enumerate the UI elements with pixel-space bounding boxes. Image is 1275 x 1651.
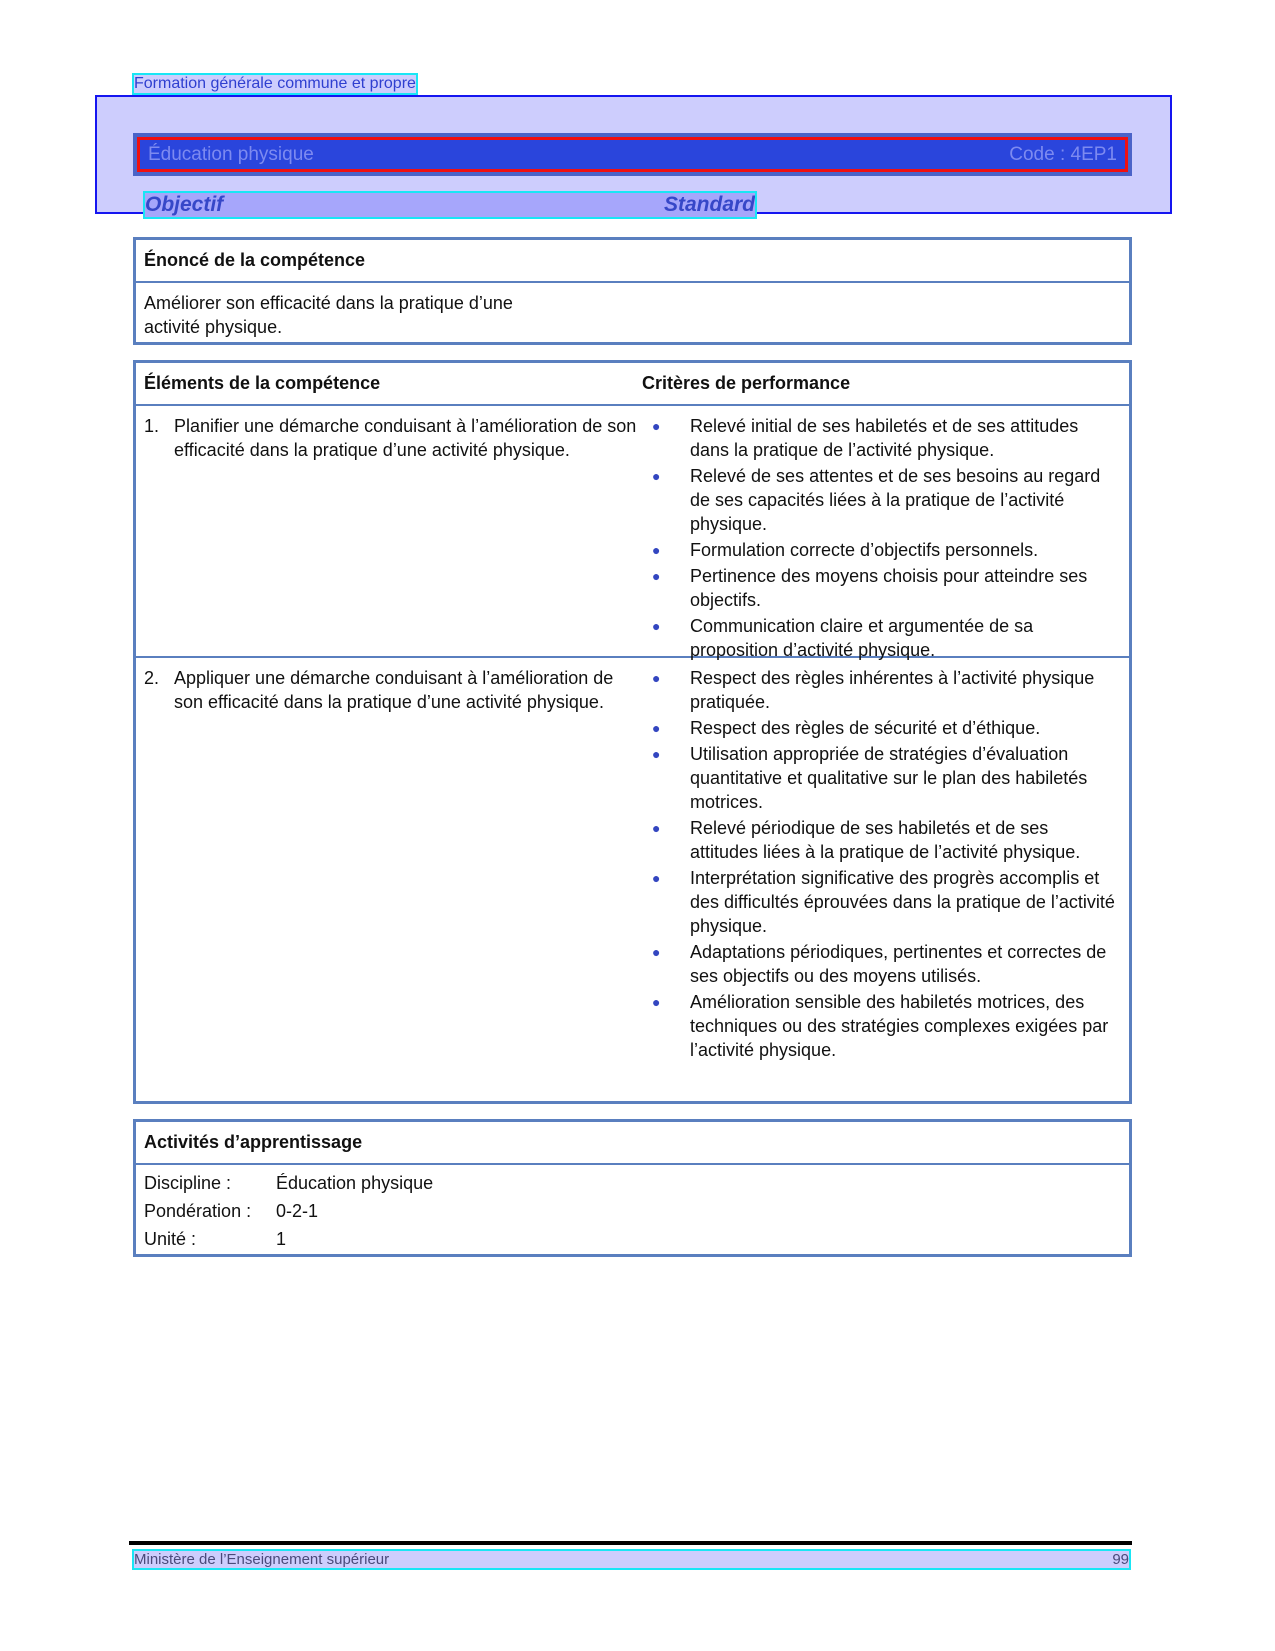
- bullet-icon: ●: [652, 746, 661, 762]
- course-bar: [133, 133, 1132, 176]
- criterion: [652, 464, 1121, 536]
- bullet-icon: ●: [652, 820, 661, 836]
- criterion: [652, 866, 1121, 938]
- criterion-text: Relevé de ses attentes et de ses besoins au regard de ses capacités liées à la pratique de l’activité physique.: [690, 466, 1101, 534]
- field-label: Unité :: [144, 1229, 197, 1249]
- elements-header: [136, 363, 1129, 406]
- criterion: [652, 940, 1121, 988]
- criterion-text: Relevé périodique de ses habiletés et de ses attitudes liées à la pratique de l’activité physique.: [690, 818, 1081, 862]
- criterion: [652, 666, 1121, 714]
- elements-box: [133, 360, 1132, 1104]
- criterion-text: Utilisation appropriée de stratégies d’évaluation quantitative et qualitative sur le plan des habiletés motrices.: [690, 744, 1088, 812]
- field-value: 1: [276, 1229, 287, 1249]
- field-value: 0-2-1: [276, 1201, 319, 1221]
- criterion-text: Amélioration sensible des habiletés motrices, des techniques ou des stratégies complexes exigées par l’activité physique.: [690, 992, 1109, 1060]
- criterion-text: Adaptations périodiques, pertinentes et correctes de ses objectifs ou des moyens utilisés.: [690, 942, 1107, 986]
- field-label: Discipline :: [144, 1173, 232, 1193]
- bullet-icon: ●: [652, 568, 661, 584]
- criterion-text: Respect des règles de sécurité et d’éthique.: [690, 718, 1041, 738]
- code-label: Code :: [1009, 143, 1066, 165]
- activity-field: [136, 1225, 1129, 1253]
- criterion: [652, 716, 1121, 740]
- standard-label: Standard: [663, 193, 755, 216]
- bullet-icon: ●: [652, 870, 661, 886]
- objectif-label: Objectif: [145, 193, 224, 216]
- objective-standard-heading: [145, 193, 755, 217]
- footer-text: Ministère de l’Enseignement supérieur: [134, 1551, 390, 1568]
- footer-rule: [129, 1541, 1132, 1545]
- criterion-text: Communication claire et argumentée de sa proposition d’activité physique.: [690, 616, 1034, 660]
- section-title: Formation générale commune et propre: [134, 75, 416, 92]
- element-number: 2.: [144, 668, 160, 688]
- bullet-icon: ●: [652, 944, 661, 960]
- enonce-title: Énoncé de la compétence: [136, 240, 1129, 283]
- criterion-text: Respect des règles inhérentes à l’activité physique pratiquée.: [690, 668, 1095, 712]
- code-value: 4EP1: [1070, 143, 1117, 165]
- course-name: Éducation physique: [148, 143, 314, 165]
- criterion: [652, 816, 1121, 864]
- bullet-icon: ●: [652, 468, 661, 484]
- element-row: [136, 658, 1129, 1068]
- bullet-icon: ●: [652, 994, 661, 1010]
- footer: [134, 1551, 1129, 1568]
- bullet-icon: ●: [652, 618, 661, 634]
- criterion: [652, 614, 1121, 662]
- criteria-col-title: Critères de performance: [642, 373, 851, 393]
- enonce-text: Améliorer son efficacité dans la pratique d’une activité physique.: [144, 293, 513, 337]
- enonce-box: [133, 237, 1132, 345]
- bullet-icon: ●: [652, 418, 661, 434]
- page-number: 99: [1112, 1551, 1129, 1568]
- bullet-icon: ●: [652, 670, 661, 686]
- element-number: 1.: [144, 416, 160, 436]
- criterion: [652, 742, 1121, 814]
- field-value: Éducation physique: [276, 1173, 434, 1193]
- activity-field: [136, 1197, 1129, 1225]
- activites-title: Activités d’apprentissage: [136, 1122, 1129, 1165]
- element-text: Appliquer une démarche conduisant à l’amélioration de son efficacité dans la pratique d’une activité physique.: [174, 668, 614, 712]
- activites-box: [133, 1119, 1132, 1257]
- criterion: [652, 414, 1121, 462]
- course-code: [1009, 144, 1117, 166]
- activity-field: [136, 1169, 1129, 1197]
- criterion-text: Pertinence des moyens choisis pour atteindre ses objectifs.: [690, 566, 1088, 610]
- field-label: Pondération :: [144, 1201, 252, 1221]
- criterion: [652, 564, 1121, 612]
- criterion: [652, 538, 1121, 562]
- element-text: Planifier une démarche conduisant à l’amélioration de son efficacité dans la pratique d’une activité physique.: [174, 416, 637, 460]
- criterion-text: Formulation correcte d’objectifs personnels.: [690, 540, 1039, 560]
- bullet-icon: ●: [652, 720, 661, 736]
- criterion-text: Relevé initial de ses habiletés et de ses attitudes dans la pratique de l’activité physique.: [690, 416, 1079, 460]
- element-row: [136, 406, 1129, 658]
- bullet-icon: ●: [652, 542, 661, 558]
- criterion-text: Interprétation significative des progrès accomplis et des difficultés éprouvées dans la pratique de l’activité physique.: [690, 868, 1115, 936]
- elements-col-title: Éléments de la compétence: [144, 373, 381, 393]
- criterion: [652, 990, 1121, 1062]
